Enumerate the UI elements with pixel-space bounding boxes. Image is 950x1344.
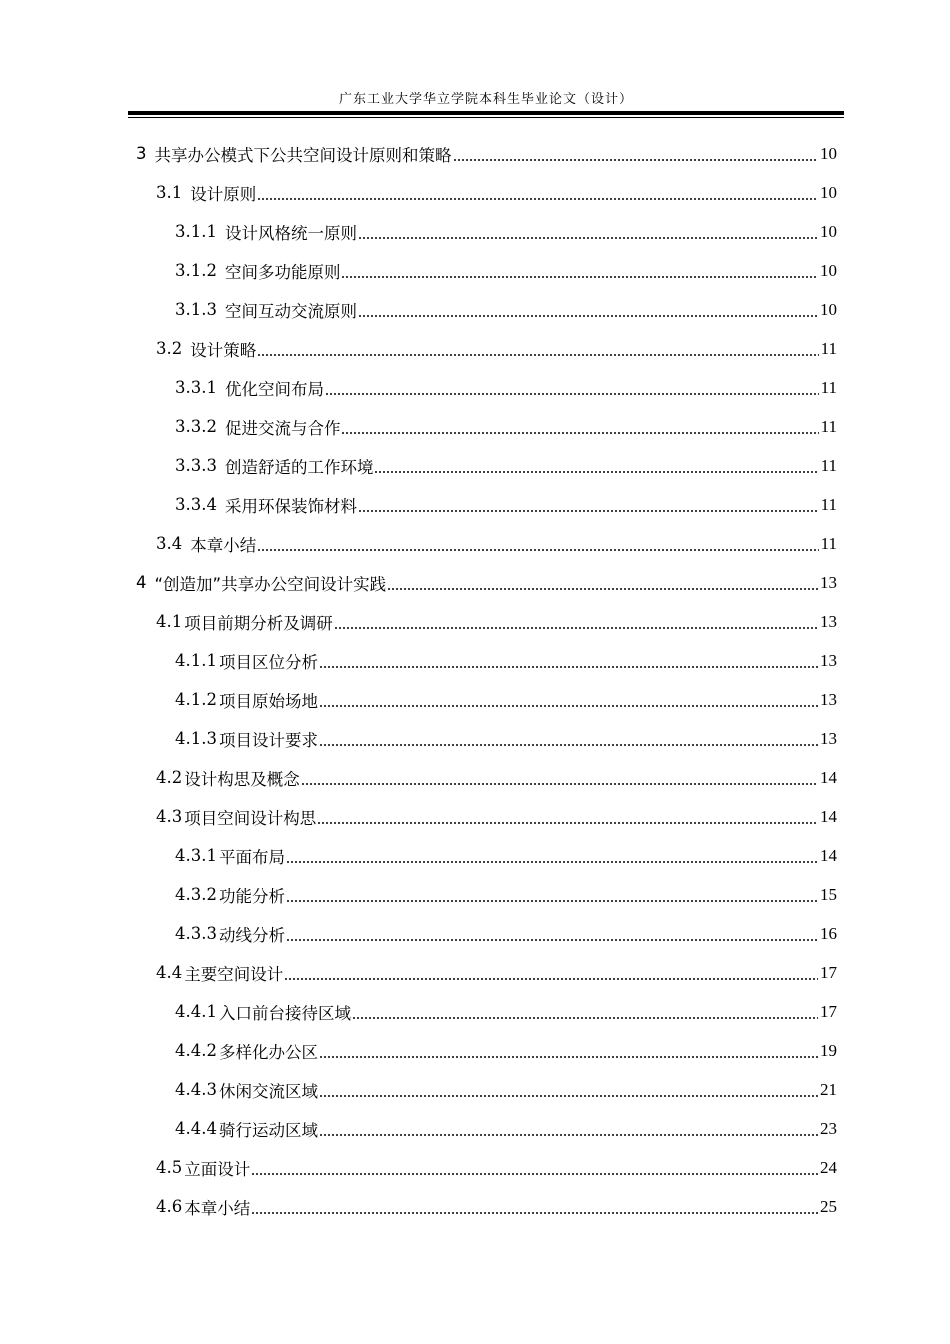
toc-dot-leader — [374, 471, 818, 473]
toc-dot-leader — [319, 1134, 818, 1136]
toc-entry-title: 多样化办公区 — [218, 1042, 318, 1062]
toc-entry-page: 24 — [820, 1157, 837, 1177]
toc-entry[interactable] — [0, 1109, 837, 1148]
toc-entry[interactable] — [0, 836, 837, 875]
toc-dot-leader — [352, 1017, 818, 1019]
toc-entry-page: 10 — [820, 221, 837, 241]
toc-entry-page: 13 — [820, 689, 837, 709]
toc-entry-number: 3.1.3 — [175, 300, 217, 319]
toc-entry-title: 设计策略 — [190, 340, 257, 360]
toc-entry[interactable] — [0, 719, 837, 758]
toc-dot-leader — [286, 900, 818, 902]
toc-entry-number: 4.1 — [156, 612, 183, 631]
toc-dot-leader — [257, 198, 818, 200]
toc-entry-title: 空间多功能原则 — [224, 262, 341, 282]
toc-entry[interactable] — [0, 953, 837, 992]
toc-dot-leader — [301, 783, 818, 785]
toc-entry-page: 10 — [820, 260, 837, 280]
toc-entry-number: 4.3.3 — [175, 924, 217, 943]
toc-entry-page: 25 — [820, 1196, 837, 1216]
toc-entry-title: 设计风格统一原则 — [224, 223, 357, 243]
toc-dot-leader — [325, 393, 819, 395]
toc-entry-page: 13 — [820, 728, 837, 748]
toc-entry-page: 15 — [820, 884, 837, 904]
toc-entry-number: 3 — [136, 144, 147, 163]
toc-entry-number: 4.4.1 — [175, 1002, 217, 1021]
toc-entry-title: 采用环保装饰材料 — [224, 496, 357, 516]
toc-entry-page: 17 — [820, 1001, 837, 1021]
toc-dot-leader — [257, 354, 818, 356]
toc-entry-title: 项目区位分析 — [218, 652, 318, 672]
toc-dot-leader — [284, 978, 818, 980]
toc-entry[interactable] — [0, 212, 837, 251]
toc-entry-title: “创造加”共享办公空间设计实践 — [154, 574, 387, 594]
toc-entry-title: 动线分析 — [218, 925, 285, 945]
toc-entry-title: 空间互动交流原则 — [224, 301, 357, 321]
toc-entry-number: 4 — [136, 573, 147, 592]
toc-entry[interactable] — [0, 1148, 837, 1187]
toc-entry-number: 4.3 — [156, 807, 183, 826]
toc-entry-page: 10 — [820, 182, 837, 202]
toc-entry[interactable] — [0, 1187, 837, 1226]
toc-entry-page: 11 — [820, 494, 837, 514]
toc-entry[interactable] — [0, 524, 837, 563]
toc-entry-number: 3.2 — [156, 339, 183, 358]
toc-entry-number: 4.5 — [156, 1158, 183, 1177]
toc-entry-title: 项目空间设计构思 — [184, 808, 317, 828]
toc-dot-leader — [257, 549, 818, 551]
toc-dot-leader — [453, 159, 819, 161]
toc-entry-title: 项目原始场地 — [218, 691, 318, 711]
toc-entry-page: 13 — [820, 650, 837, 670]
toc-entry-title: 本章小结 — [190, 535, 257, 555]
toc-entry-number: 4.3.1 — [175, 846, 217, 865]
header-rule-thick — [128, 111, 844, 115]
toc-entry-title: 本章小结 — [184, 1198, 251, 1218]
toc-entry-number: 4.1.3 — [175, 729, 217, 748]
toc-entry-page: 10 — [820, 143, 837, 163]
toc-entry-number: 4.1.2 — [175, 690, 217, 709]
toc-entry[interactable] — [0, 758, 837, 797]
toc-entry-title: 休闲交流区域 — [218, 1081, 318, 1101]
toc-entry-page: 10 — [820, 299, 837, 319]
toc-entry-title: 优化空间布局 — [224, 379, 324, 399]
toc-entry-number: 3.4 — [156, 534, 183, 553]
toc-entry[interactable] — [0, 992, 837, 1031]
toc-dot-leader — [387, 588, 818, 590]
toc-entry-number: 3.3.2 — [175, 417, 217, 436]
toc-entry[interactable] — [0, 1070, 837, 1109]
toc-entry-page: 13 — [820, 572, 837, 592]
toc-entry[interactable] — [0, 563, 837, 602]
toc-entry-number: 3.1.1 — [175, 222, 217, 241]
toc-entry-title: 共享办公模式下公共空间设计原则和策略 — [154, 145, 452, 165]
toc-entry-number: 3.1.2 — [175, 261, 217, 280]
toc-entry-number: 3.1 — [156, 183, 183, 202]
toc-entry[interactable] — [0, 797, 837, 836]
toc-entry[interactable] — [0, 251, 837, 290]
toc-entry-title: 平面布局 — [218, 847, 285, 867]
toc-entry-page: 11 — [820, 416, 837, 436]
toc-entry-page: 19 — [820, 1040, 837, 1060]
toc-entry-number: 4.1.1 — [175, 651, 217, 670]
toc-dot-leader — [319, 666, 818, 668]
toc-entry[interactable] — [0, 368, 837, 407]
toc-entry[interactable] — [0, 134, 837, 173]
toc-entry-page: 17 — [820, 962, 837, 982]
toc-entry-number: 4.4.2 — [175, 1041, 217, 1060]
toc-dot-leader — [334, 627, 818, 629]
toc-entry[interactable] — [0, 485, 837, 524]
toc-entry-title: 创造舒适的工作环境 — [224, 457, 374, 477]
toc-entry[interactable] — [0, 446, 837, 485]
toc-entry-page: 13 — [820, 611, 837, 631]
toc-entry-title: 促进交流与合作 — [224, 418, 341, 438]
toc-entry-number: 4.4 — [156, 963, 183, 982]
toc-entry-title: 项目设计要求 — [218, 730, 318, 750]
toc-dot-leader — [319, 744, 818, 746]
toc-entry[interactable] — [0, 173, 837, 212]
toc-dot-leader — [251, 1212, 818, 1214]
toc-dot-leader — [286, 939, 818, 941]
toc-entry-number: 4.4.3 — [175, 1080, 217, 1099]
toc-dot-leader — [286, 861, 818, 863]
toc-entry-title: 立面设计 — [184, 1159, 251, 1179]
toc-entry-page: 11 — [820, 455, 837, 475]
page-header: 广东工业大学华立学院本科生毕业论文（设计） — [338, 92, 633, 107]
toc-entry[interactable] — [0, 329, 837, 368]
toc-dot-leader — [319, 705, 818, 707]
toc-entry-page: 14 — [820, 845, 837, 865]
table-of-contents — [0, 134, 950, 1226]
toc-entry-number: 4.3.2 — [175, 885, 217, 904]
toc-dot-leader — [319, 1056, 818, 1058]
toc-entry-number: 3.3.3 — [175, 456, 217, 475]
toc-entry-page: 16 — [820, 923, 837, 943]
toc-entry-page: 14 — [820, 767, 837, 787]
toc-dot-leader — [341, 276, 818, 278]
toc-dot-leader — [341, 432, 818, 434]
toc-entry-title: 项目前期分析及调研 — [184, 613, 333, 633]
toc-dot-leader — [358, 510, 819, 512]
toc-entry-title: 设计构思及概念 — [184, 769, 300, 789]
toc-entry[interactable] — [0, 290, 837, 329]
toc-dot-leader — [317, 822, 818, 824]
toc-entry[interactable] — [0, 1031, 837, 1070]
toc-entry-page: 23 — [820, 1118, 837, 1138]
toc-entry-number: 4.2 — [156, 768, 183, 787]
toc-dot-leader — [319, 1095, 818, 1097]
toc-entry-title: 设计原则 — [190, 184, 257, 204]
toc-entry-number: 3.3.1 — [175, 378, 217, 397]
toc-entry[interactable] — [0, 914, 837, 953]
toc-dot-leader — [358, 315, 818, 317]
toc-entry-number: 4.4.4 — [175, 1119, 217, 1138]
toc-entry-number: 4.6 — [156, 1197, 183, 1216]
toc-entry[interactable] — [0, 875, 837, 914]
toc-entry-title: 骑行运动区域 — [218, 1120, 318, 1140]
toc-dot-leader — [358, 237, 818, 239]
toc-entry-page: 11 — [820, 377, 837, 397]
toc-dot-leader — [251, 1173, 818, 1175]
toc-entry[interactable] — [0, 641, 837, 680]
toc-entry-title: 主要空间设计 — [184, 964, 284, 984]
toc-entry[interactable] — [0, 602, 837, 641]
toc-entry-title: 入口前台接待区域 — [218, 1003, 351, 1023]
toc-entry-page: 14 — [820, 806, 837, 826]
toc-entry-number: 3.3.4 — [175, 495, 217, 514]
toc-entry-title: 功能分析 — [218, 886, 285, 906]
toc-entry[interactable] — [0, 680, 837, 719]
toc-entry[interactable] — [0, 407, 837, 446]
toc-entry-page: 11 — [820, 533, 837, 553]
toc-entry-page: 11 — [820, 338, 837, 358]
header-rule-thin — [128, 117, 844, 118]
toc-entry-page: 21 — [820, 1079, 837, 1099]
